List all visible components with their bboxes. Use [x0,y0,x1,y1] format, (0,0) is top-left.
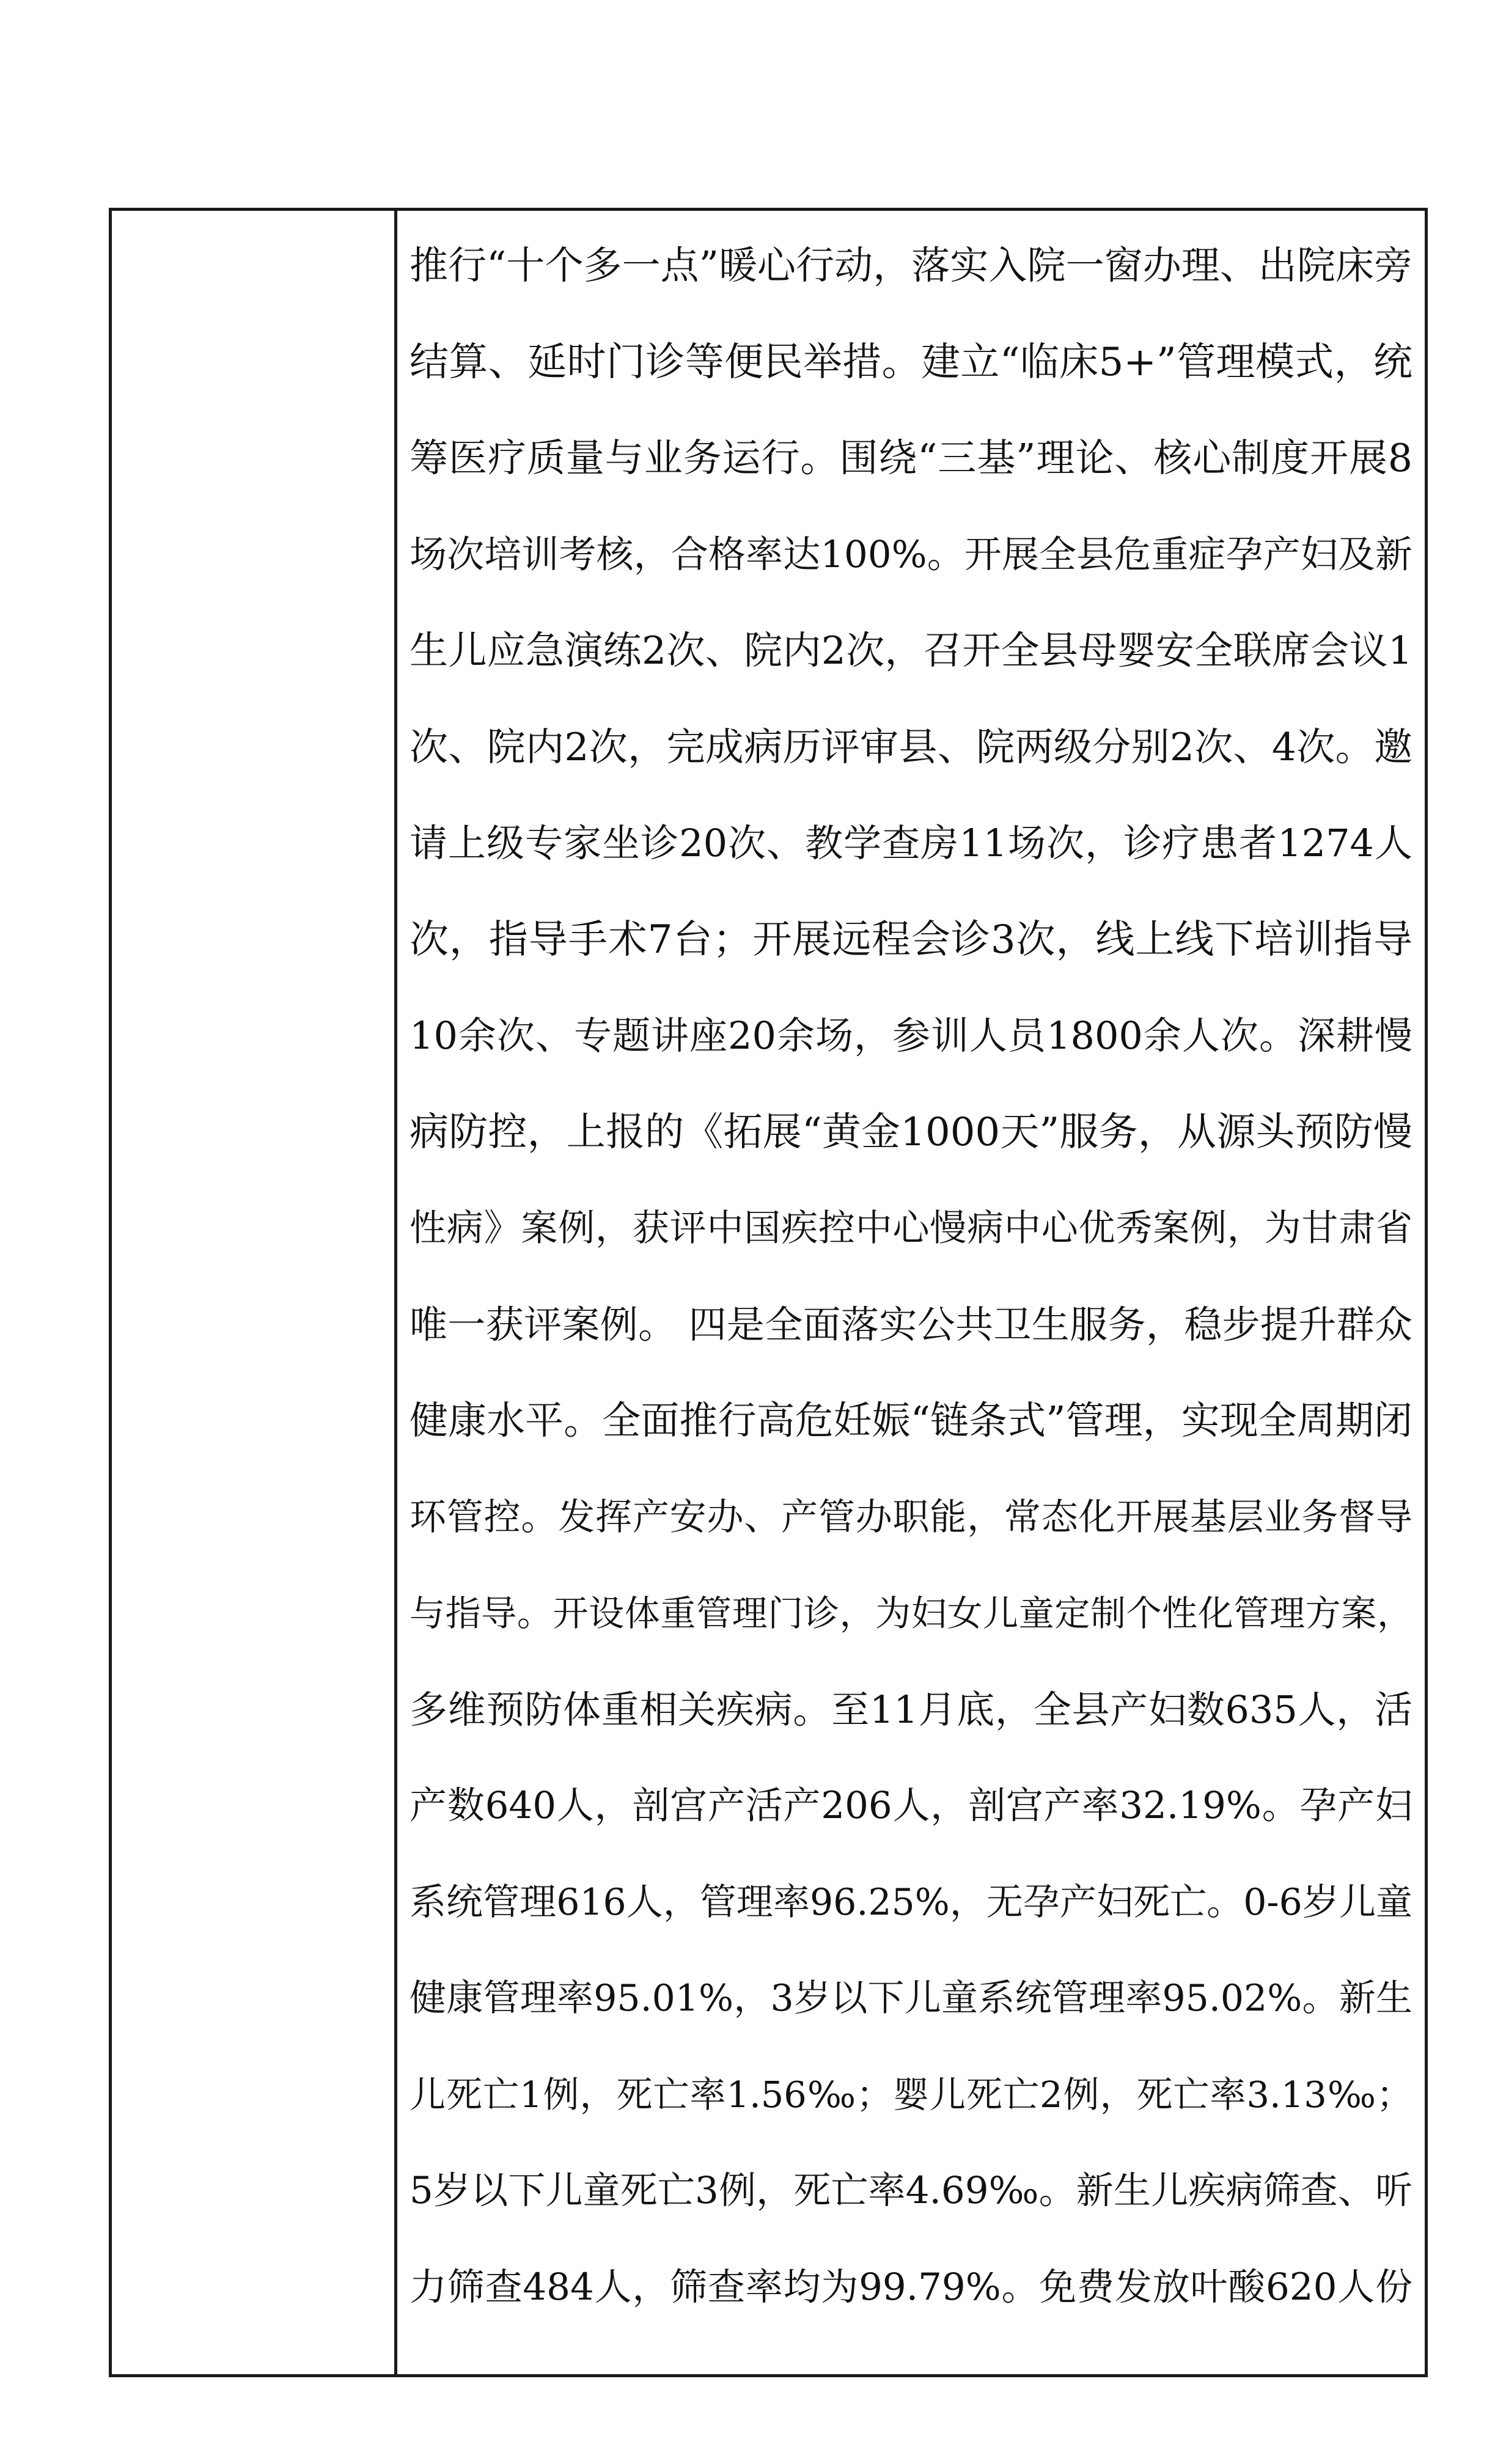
text-line: 产数640人，剖宫产活产206人，剖宫产率32.19%。孕产妇 [410,1784,1412,1827]
text-line: 10余次、专题讲座20余场，参训人员1800余人次。深耕慢 [410,1013,1412,1058]
table-left-cell [112,211,394,2374]
content-table [109,208,1428,2377]
text-line: 多维预防体重相关疾病。至11月底，全县产妇数635人，活 [410,1687,1412,1732]
text-line: 请上级专家坐诊20次、教学查房11场次，诊疗患者1274人 [410,821,1412,865]
body-text [397,211,1425,2374]
text-line: 健康管理率95.01%，3岁以下儿童系统管理率95.02%。新生 [410,1977,1412,2020]
text-line: 病防控，上报的《拓展“黄金1000天”服务，从源头预防慢 [410,1110,1412,1155]
text-line: 唯一获评案例。 四是全面落实公共卫生服务，稳步提升群众 [410,1302,1412,1347]
text-line: 力筛查484人，筛查率均为99.79%。免费发放叶酸620人份 [410,2265,1412,2309]
text-line: 环管控。发挥产安办、产管办职能，常态化开展基层业务督导 [410,1496,1412,1539]
text-line: 推行“十个多一点”暖心行动，落实入院一窗办理、出院床旁 [410,243,1412,288]
text-line: 健康水平。全面推行高危妊娠“链条式”管理，实现全周期闭 [410,1398,1412,1443]
text-line: 与指导。开设体重管理门诊，为妇女儿童定制个性化管理方案， [410,1593,1412,1634]
text-line: 儿死亡1例，死亡率1.56‰；婴儿死亡2例，死亡率3.13‰； [410,2074,1412,2116]
text-line: 系统管理616人，管理率96.25%，无孕产妇死亡。0-6岁儿童 [410,1881,1412,1924]
text-line: 筹医疗质量与业务运行。围绕“三基”理论、核心制度开展8 [410,436,1412,480]
text-line: 生儿应急演练2次、院内2次，召开全县母婴安全联席会议1 [410,628,1412,673]
text-line: 5岁以下儿童死亡3例，死亡率4.69‰。新生儿疾病筛查、听 [410,2169,1412,2212]
text-line: 性病》案例，获评中国疾控中心慢病中心优秀案例，为甘肃省 [410,1207,1412,1250]
text-line: 场次培训考核，合格率达100%。开展全县危重症孕产妇及新 [410,533,1412,576]
text-line: 次、院内2次，完成病历评审县、院两级分别2次、4次。邀 [410,725,1412,769]
text-line: 次，指导手术7台；开展远程会诊3次，线上线下培训指导 [410,917,1412,963]
table-right-cell [397,211,1425,2374]
text-line: 结算、延时门诊等便民举措。建立“临床5+”管理模式，统 [410,340,1412,385]
